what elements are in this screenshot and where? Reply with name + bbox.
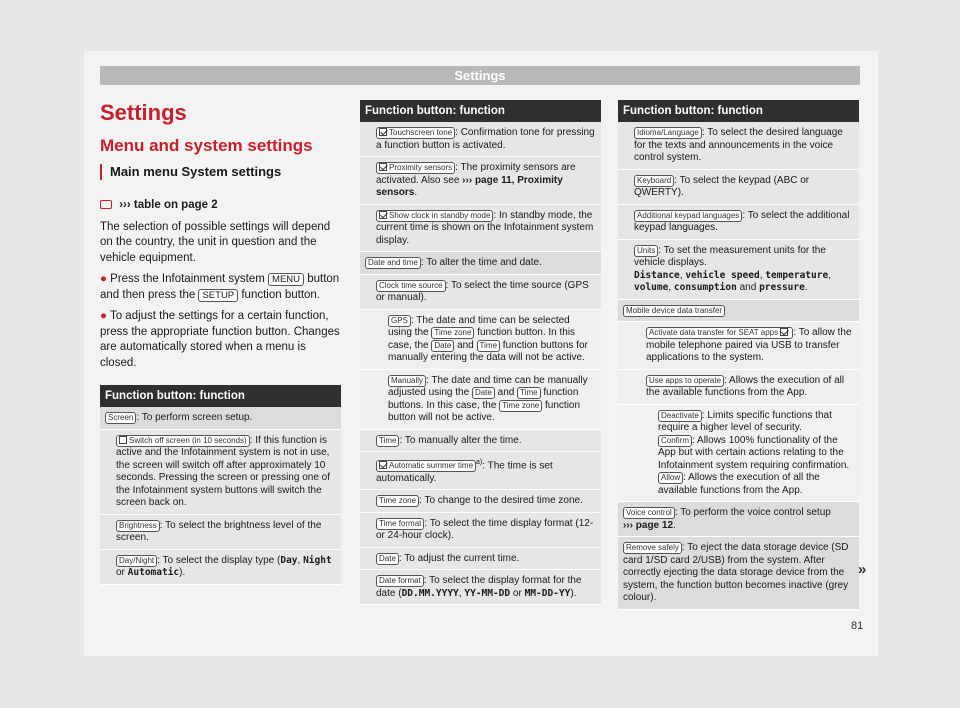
voice-control-link[interactable]: page 12 — [635, 519, 674, 531]
continue-mark: » — [858, 561, 867, 578]
column-1 — [100, 100, 341, 585]
column-3 — [618, 100, 859, 610]
checkbox-icon — [119, 436, 127, 444]
table-row: Switch off screen (in 10 seconds) : If this function is active and the Infotainment system is not in use, the screen will switch off after approximately 10 seconds. Pressing the screen or pressing one of the Infotainment system buttons will switch the screen back on. — [100, 430, 341, 515]
table-row: Date and time : To alter the time and date. — [360, 252, 601, 275]
table-row: Clock time source : To select the time source (GPS or manual). — [360, 275, 601, 310]
bullet-1: ● Press the Infotainment system MENU button and then press the SETUP function button. — [100, 273, 340, 301]
table-row: Deactivate : Limits specific functions that require a higher level of security. Confirm : Allows 100% functionality of the App but with certain actions relating to the Infotainment system requiring confirmation. Allow : Allows the execution of all the available functions from the App. — [618, 405, 859, 503]
table-row: Screen : To perform screen setup. — [100, 407, 341, 430]
bullet-2: ● To adjust the settings for a certain function, press the appropriate function button. Changes are automatically stored when a menu is closed. — [100, 310, 340, 369]
checkbox-checked-icon — [379, 163, 387, 171]
checkbox-checked-icon — [379, 461, 387, 469]
table-row: Brightness : To select the brightness level of the screen. — [100, 515, 341, 550]
table-row: Date format : To select the display format for the date (DD.MM.YYYY, YY-MM-DD or MM-DD-YY). — [360, 570, 601, 605]
table-row: Date : To adjust the current time. — [360, 548, 601, 571]
table-header: Function button: function — [360, 100, 601, 122]
checkbox-checked-icon — [379, 211, 387, 219]
page-header: Settings — [100, 66, 860, 85]
table-row: GPS : The date and time can be selected using the Time zone function button. In this case, the Date and Time function buttons for manually entering the data will not be active. — [360, 310, 601, 370]
table-row: Idioma/Language : To select the desired language for the texts and announcements in the voice control system. — [618, 122, 859, 170]
checkbox-checked-icon — [780, 328, 788, 336]
book-icon — [100, 200, 112, 209]
chapter-title: Settings — [100, 100, 187, 125]
table-reference-link[interactable]: table on page 2 — [133, 199, 218, 211]
table-row: Proximity sensors : The proximity sensors are activated. Also see ››› page 11, Proximity sensors. — [360, 157, 601, 205]
setup-key: SETUP — [198, 289, 238, 302]
column-2 — [360, 100, 601, 605]
subsection-title: Main menu System settings — [100, 164, 341, 180]
table-row: Keyboard : To select the keypad (ABC or QWERTY). — [618, 170, 859, 205]
table-row: Touchscreen tone : Confirmation tone for pressing a function button is activated. — [360, 122, 601, 157]
table-row: Time zone : To change to the desired time zone. — [360, 490, 601, 513]
table-row: Manually : The date and time can be manually adjusted using the Date and Time function buttons. In this case, the Time zone function button will not be active. — [360, 370, 601, 430]
function-table-1 — [100, 385, 341, 585]
checkbox-checked-icon — [379, 128, 387, 136]
table-row: Time format : To select the time display format (12- or 24-hour clock). — [360, 513, 601, 548]
table-row: Time : To manually alter the time. — [360, 430, 601, 453]
link-arrow: ››› — [119, 199, 131, 211]
menu-key: MENU — [268, 273, 304, 286]
table-header: Function button: function — [100, 385, 341, 407]
table-row: Use apps to operate : Allows the execution of all the available functions from the App. — [618, 370, 859, 405]
table-row: Remove safely : To eject the data storage device (SD card 1/SD card 2/USB) from the system. After correctly ejecting the data storage device from the system, the function button becomes inactive (grey colour). — [618, 537, 859, 610]
table-row: Show clock in standby mode : In standby mode, the current time is shown on the Infotainment system display. — [360, 205, 601, 253]
table-row: Units : To set the measurement units for the vehicle displays. Distance, vehicle speed, temperature, volume, consumption and pressure. — [618, 240, 859, 300]
proximity-link[interactable]: page 11, Proximity sensors — [376, 174, 563, 198]
table-row: Voice control : To perform the voice control setup ››› page 12. — [618, 502, 859, 537]
table-row: Additional keypad languages : To select the additional keypad languages. — [618, 205, 859, 240]
table-row: Day/Night : To select the display type (Day, Night or Automatic). — [100, 550, 341, 585]
table-row: Automatic summer time $^{a)}$: The time is set automatically. — [360, 452, 601, 490]
intro-paragraph: The selection of possible settings will depend on the country, the unit in question and the vehicle equipment. — [100, 220, 331, 264]
table-reference — [100, 198, 341, 214]
page-number: 81 — [851, 620, 864, 632]
table-row: Activate data transfer for SEAT apps : To allow the mobile telephone paired via USB to transfer applications to the system. — [618, 322, 859, 370]
section-title: Menu and system settings — [100, 136, 313, 155]
table-row: Mobile device data transfer — [618, 300, 859, 323]
table-header: Function button: function — [618, 100, 859, 122]
